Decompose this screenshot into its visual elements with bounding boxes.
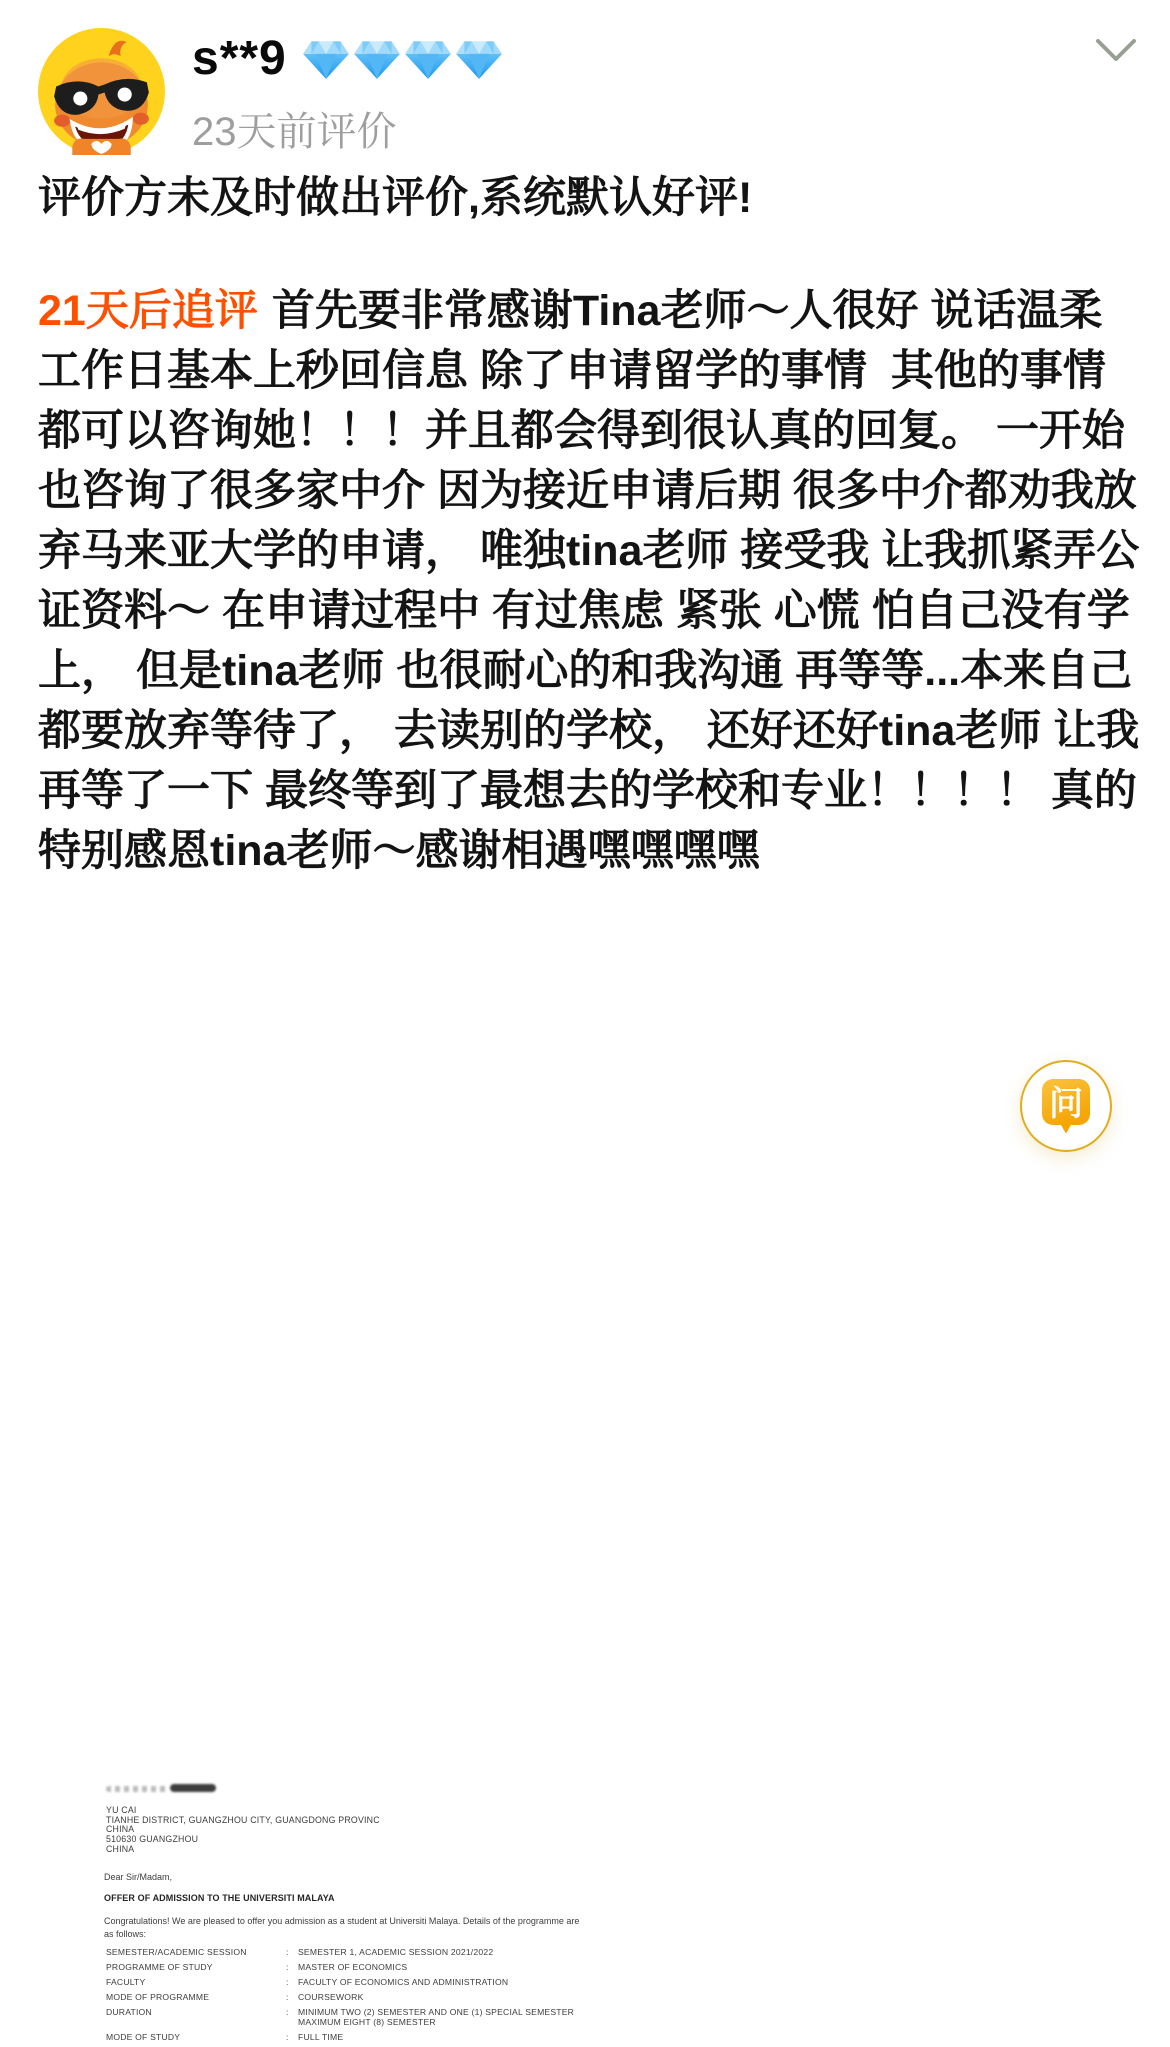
doc-row-value: FACULTY OF ECONOMICS AND ADMINISTRATION [298,1977,509,1987]
review-line: 特别感恩tina老师～感谢相遇嘿嘿嘿嘿 [38,827,760,875]
doc-subject-line: OFFER OF ADMISSION TO THE UNIVERSITI MALAYA [104,1893,335,1903]
doc-recipient-address: YU CAI TIANHE DISTRICT, GUANGZHOU CITY, GUANGDONG PROVINC CHINA 510630 GUANGZHOU CHINA [106,1805,380,1854]
followup-badge: 21天后追评 [38,287,258,335]
followup-paragraph [38,281,1153,881]
review-line: 21天后追评 首先要非常感谢Tina老师～人很好 说话温柔 [38,287,1103,335]
doc-row-value: SEMESTER 1, ACADEMIC SESSION 2021/2022 [298,1947,494,1957]
doc-row-label: MODE OF STUDY [106,2032,181,2042]
speech-bubble-icon [1040,1077,1092,1135]
doc-row-colon: : [286,2032,289,2042]
doc-salutation: Dear Sir/Madam, [104,1872,173,1882]
doc-row-label: FACULTY [106,1977,146,1987]
ask-button-label: 问 [1049,1085,1083,1123]
username: s**9 [192,31,287,85]
diamond-icon [454,33,504,83]
review-line: 也咨询了很多家中介 因为接近申请后期 很多中介都劝我放 [38,467,1137,515]
doc-table-row [106,1962,646,1972]
doc-row-value: MASTER OF ECONOMICS [298,1962,408,1972]
doc-row-value: FULL TIME [298,2032,344,2042]
doc-row-label: SEMESTER/ACADEMIC SESSION [106,1947,247,1957]
doc-programme-table [106,1947,646,2047]
system-default-review-text: 评价方未及时做出评价,系统默认好评! [38,174,753,222]
doc-row-value: COURSEWORK [298,1992,364,2002]
doc-row-colon: : [286,1947,289,1957]
doc-row-colon: : [286,2007,289,2017]
doc-row-colon: : [286,1962,289,1972]
avatar [38,28,165,155]
review-line: 弃马来亚大学的申请， 唯独tina老师 接受我 让我抓紧弄公 [38,527,1140,575]
redaction-smudge [170,1784,216,1792]
doc-table-row [106,1947,646,1957]
review-line: 上， 但是tina老师 也很耐心的和我沟通 再等等...本来自己 [38,647,1133,695]
review-line: 工作日基本上秒回信息 除了申请留学的事情 其他的事情 [38,347,1106,395]
review-line: 再等了一下 最终等到了最想去的学校和专业！！！！ 真的 [38,767,1137,815]
review-line: 都可以咨询她！！！并且都会得到很认真的回复。 一开始 [38,407,1125,455]
diamond-icon [301,33,351,83]
doc-row-label: PROGRAMME OF STUDY [106,1962,213,1972]
doc-row-label: DURATION [106,2007,152,2017]
diamond-icon [352,33,402,83]
doc-row-value: MINIMUM TWO (2) SEMESTER AND ONE (1) SPECIAL SEMESTER MAXIMUM EIGHT (8) SEMESTER [298,2007,575,2027]
doc-table-row [106,1977,646,1987]
doc-table-row [106,1992,646,2002]
ask-question-button[interactable] [1020,1060,1112,1152]
doc-intro-text: Congratulations! We are pleased to offer you admission as a student at Universiti Malaya. Details of the programme are as follows: [104,1916,580,1939]
doc-table-row [106,2032,646,2042]
attachment-image[interactable] [0,880,700,2042]
doc-row-label: MODE OF PROGRAMME [106,1992,210,2002]
redacted-reference-line [106,1786,168,1792]
chevron-down-icon[interactable] [1094,36,1138,66]
review-line: 都要放弃等待了， 去读别的学校， 还好还好tina老师 让我 [38,707,1140,755]
doc-row-colon: : [286,1977,289,1987]
avatar-mascot-icon [38,28,165,155]
doc-row-colon: : [286,1992,289,2002]
diamond-icon [403,33,453,83]
doc-table-row [106,2007,646,2027]
review-line: 证资料～ 在申请过程中 有过焦虑 紧张 心慌 怕自己没有学 [38,587,1130,635]
diamond-badges [301,33,504,83]
review-time: 23天前评价 [192,110,397,154]
